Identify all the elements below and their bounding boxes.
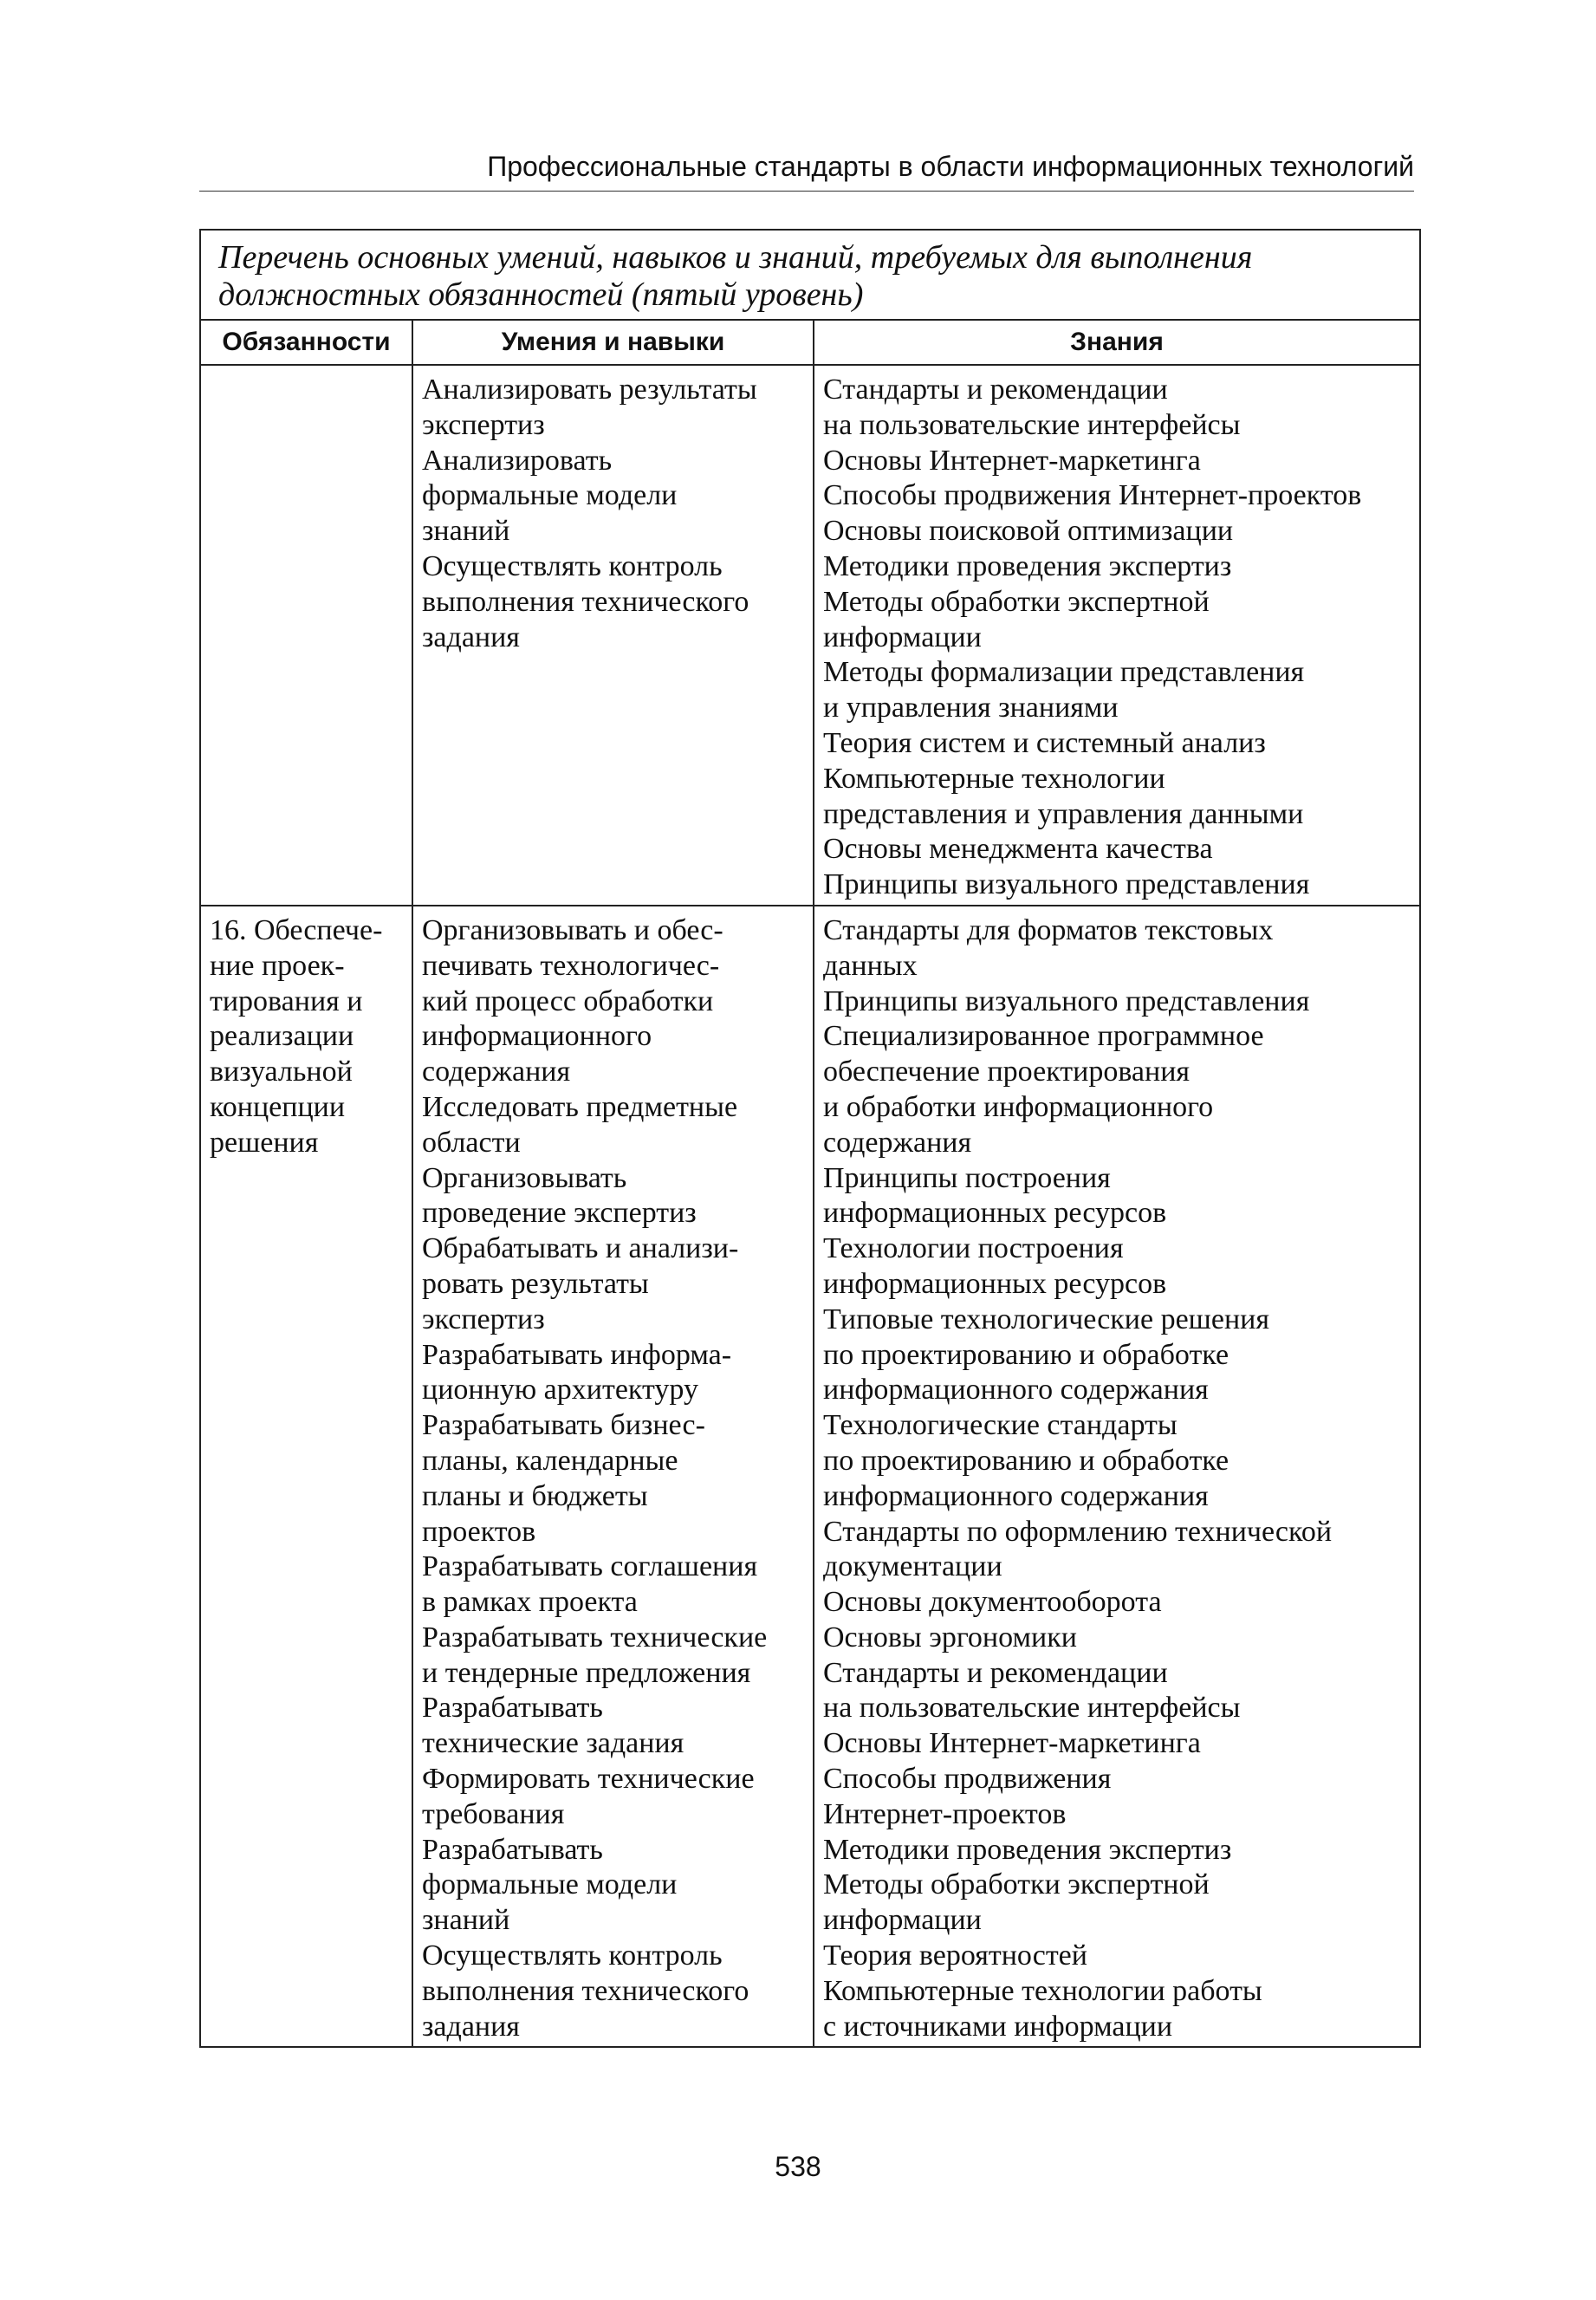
skills-cell [412, 365, 814, 906]
cell-line: Основы менеджмента качества [823, 833, 1213, 866]
cell-line: ровать результаты [422, 1267, 649, 1300]
cell-line: Принципы визуального представления [823, 984, 1310, 1017]
skills-cell [412, 906, 814, 2048]
cell-line: информации [823, 1904, 982, 1937]
cell-line: планы, календарные [422, 1444, 678, 1477]
cell-line: представления и управления данными [823, 797, 1304, 830]
cell-line: на пользовательские интерфейсы [823, 1692, 1241, 1725]
cell-line: на пользовательские интерфейсы [823, 408, 1241, 441]
cell-line: с источниками информации [823, 2010, 1173, 2043]
cell-line: концепции [210, 1090, 346, 1123]
cell-line: Интернет-проектов [823, 1797, 1067, 1830]
cell-line: задания [422, 2010, 520, 2043]
cell-line: экспертиз [422, 408, 545, 441]
caption-line: должностных обязанностей (пятый уровень) [218, 276, 864, 313]
cell-line: Методики проведения экспертиз [823, 1833, 1232, 1866]
cell-line: реализации [210, 1020, 354, 1053]
cell-line: Технологические стандарты [823, 1409, 1178, 1442]
cell-line: содержания [823, 1126, 972, 1159]
cell-line: Основы Интернет-маркетинга [823, 444, 1201, 477]
cell-line: ционную архитектуру [422, 1374, 698, 1407]
cell-line: и обработки информационного [823, 1090, 1214, 1123]
cell-line: формальные модели [422, 479, 678, 512]
cell-line: Принципы визуального представления [823, 868, 1310, 901]
cell-line: проведение экспертиз [422, 1197, 697, 1230]
cell-line: Обрабатывать и анализи- [422, 1232, 739, 1265]
cell-line: области [422, 1126, 521, 1159]
cell-line: Методы обработки экспертной [823, 1868, 1210, 1901]
cell-line: Основы эргономики [823, 1621, 1077, 1654]
cell-line: печивать технологичес- [422, 949, 720, 982]
cell-line: Типовые технологические решения [823, 1303, 1269, 1335]
cell-line: Методики проведения экспертиз [823, 549, 1232, 582]
cell-line: Анализировать результаты [422, 374, 757, 406]
cell-line: ние проек- [210, 949, 345, 982]
cell-line: информационных ресурсов [823, 1197, 1167, 1230]
cell-line: и управления знаниями [823, 692, 1119, 724]
cell-line: знаний [422, 515, 510, 548]
page-number: 538 [775, 2151, 821, 2182]
cell-line: проектов [422, 1515, 536, 1548]
cell-line: Компьютерные технологии [823, 762, 1165, 795]
cell-line: Основы поисковой оптимизации [823, 515, 1234, 548]
cell-line: Основы Интернет-маркетинга [823, 1727, 1201, 1760]
running-header: Профессиональные стандарты в области информационных технологий [199, 147, 1414, 192]
table-caption [200, 230, 1420, 320]
cell-line: Способы продвижения Интернет-проектов [823, 479, 1362, 512]
cell-line: Способы продвижения [823, 1763, 1112, 1796]
cell-line: информационного содержания [823, 1479, 1209, 1512]
column-header-skills: Умения и навыки [412, 320, 814, 365]
cell-line: планы и бюджеты [422, 1479, 648, 1512]
cell-line: решения [210, 1126, 319, 1159]
cell-line: Стандарты и рекомендации [823, 374, 1168, 406]
cell-line: Компьютерные технологии работы [823, 1974, 1262, 2007]
cell-line: Разрабатывать [422, 1692, 603, 1725]
cell-line: и тендерные предложения [422, 1656, 751, 1689]
column-header-knowledge: Знания [814, 320, 1420, 365]
cell-line: по проектированию и обработке [823, 1338, 1229, 1371]
cell-line: формальные модели [422, 1868, 678, 1901]
cell-line: данных [823, 949, 918, 982]
cell-line: обеспечение проектирования [823, 1056, 1191, 1088]
cell-line: содержания [422, 1056, 571, 1088]
cell-line: 16. Обеспече- [210, 913, 383, 946]
cell-line: информации [823, 620, 982, 653]
cell-line: Теория систем и системный анализ [823, 726, 1266, 759]
cell-line: Разрабатывать [422, 1833, 603, 1866]
cell-line: Разрабатывать соглашения [422, 1550, 758, 1583]
cell-line: Исследовать предметные [422, 1090, 738, 1123]
table-header-row [200, 320, 1420, 365]
cell-line: Разрабатывать бизнес- [422, 1409, 705, 1442]
cell-line: визуальной [210, 1056, 353, 1088]
table-row [200, 906, 1420, 2048]
cell-line: документации [823, 1550, 1002, 1583]
cell-line: Специализированное программное [823, 1020, 1264, 1053]
caption-line: Перечень основных умений, навыков и знаний, требуемых для выполнения [218, 239, 1253, 276]
cell-line: Осуществлять контроль [422, 1939, 723, 1972]
cell-line: тирования и [210, 984, 363, 1017]
duty-cell [200, 365, 412, 906]
cell-line: в рамках проекта [422, 1586, 638, 1619]
duty-cell [200, 906, 412, 2048]
column-header-duties: Обязанности [200, 320, 412, 365]
cell-line: задания [422, 620, 520, 653]
cell-line: Технологии построения [823, 1232, 1124, 1265]
cell-line: Анализировать [422, 444, 613, 477]
cell-line: информационного содержания [823, 1374, 1209, 1407]
cell-line: информационных ресурсов [823, 1267, 1167, 1300]
cell-line: Организовывать и обес- [422, 913, 723, 946]
cell-line: Основы документооборота [823, 1586, 1162, 1619]
cell-line: информационного [422, 1020, 652, 1053]
knowledge-cell [814, 906, 1420, 2048]
cell-line: выполнения технического [422, 585, 749, 618]
cell-line: Стандарты для форматов текстовых [823, 913, 1274, 946]
cell-line: Теория вероятностей [823, 1939, 1087, 1972]
cell-line: выполнения технического [422, 1974, 749, 2007]
cell-line: Разрабатывать технические [422, 1621, 768, 1654]
cell-line: Принципы построения [823, 1161, 1111, 1194]
cell-line: Формировать технические [422, 1763, 755, 1796]
cell-line: Разрабатывать информа- [422, 1338, 732, 1371]
cell-line: Стандарты и рекомендации [823, 1656, 1168, 1689]
cell-line: технические задания [422, 1727, 684, 1760]
cell-line: требования [422, 1797, 565, 1830]
table-row [200, 365, 1420, 906]
cell-line: экспертиз [422, 1303, 545, 1335]
cell-line: Осуществлять контроль [422, 549, 723, 582]
duties-table [199, 229, 1421, 2048]
table-caption-row [200, 230, 1420, 320]
cell-line: Организовывать [422, 1161, 627, 1194]
cell-line: Методы обработки экспертной [823, 585, 1210, 618]
cell-line: Методы формализации представления [823, 656, 1305, 689]
cell-line: знаний [422, 1904, 510, 1937]
cell-line: по проектированию и обработке [823, 1444, 1229, 1477]
cell-line: Стандарты по оформлению технической [823, 1515, 1333, 1548]
cell-line: кий процесс обработки [422, 984, 714, 1017]
knowledge-cell [814, 365, 1420, 906]
